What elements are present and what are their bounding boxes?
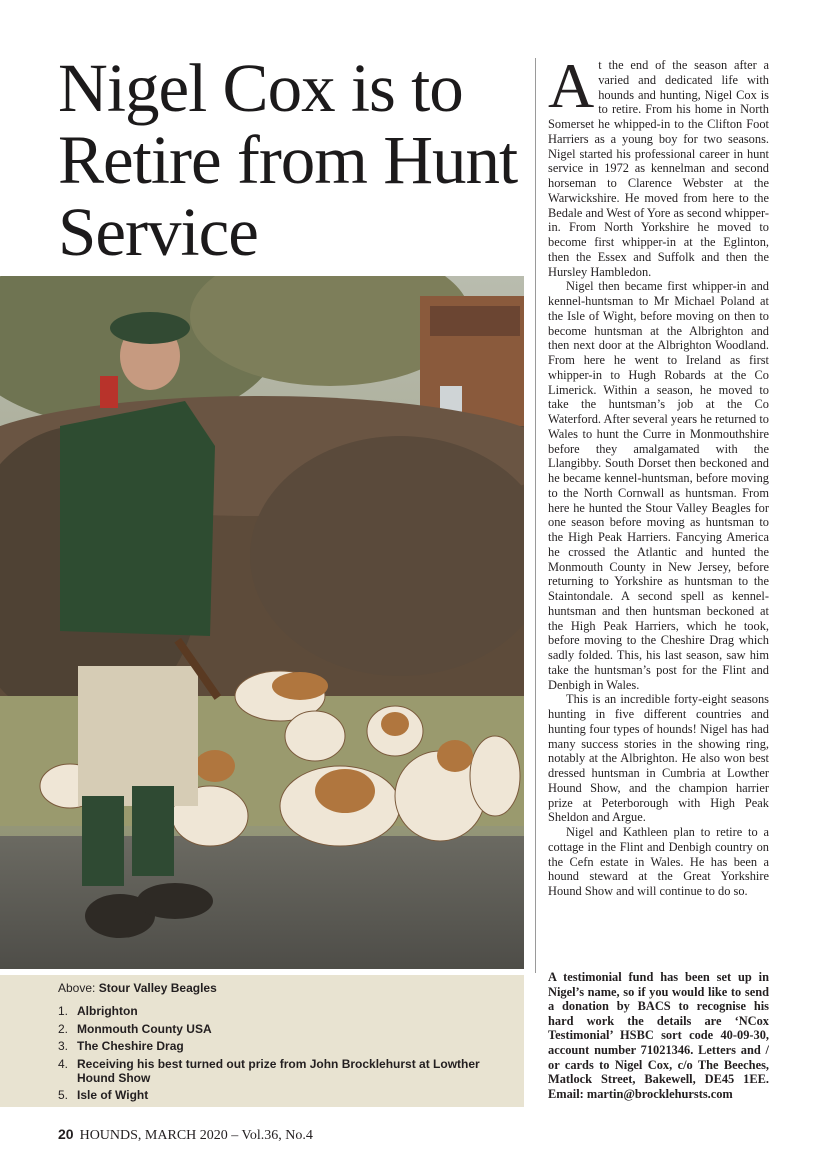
caption-item-text: Isle of Wight xyxy=(77,1088,149,1102)
caption-item-number: 4. xyxy=(58,1056,69,1071)
article-paragraph-3: This is an incredible forty-eight seasons hunting in five different countries and hunting four types of hounds! Nigel has had many success stories in the showing ring, notably at the Albrighton. He also won best dressed huntsman in Cumbria at Lowther Hound Show, and the champion harrier prize at Peterborough with High Peak Sheldon and Argue. xyxy=(548,692,769,825)
caption-item-number: 5. xyxy=(58,1088,69,1102)
publication-line: HOUNDS, MARCH 2020 – Vol.36, No.4 xyxy=(79,1128,313,1143)
article-body xyxy=(548,50,769,899)
caption-item-text: The Cheshire Drag xyxy=(77,1039,184,1053)
huntsman-with-hounds-photo xyxy=(0,276,524,969)
article-paragraph-1 xyxy=(548,50,769,279)
caption-item xyxy=(58,1004,516,1018)
caption-item-number: 2. xyxy=(58,1021,69,1036)
column-divider xyxy=(535,58,536,973)
caption-item-number: 1. xyxy=(58,1004,69,1018)
caption-item-number: 3. xyxy=(58,1039,69,1053)
caption-above-label: Above: xyxy=(58,981,96,995)
caption-above xyxy=(58,981,217,995)
headline: Nigel Cox is to Retire from Hunt Service xyxy=(58,50,518,270)
caption-item xyxy=(58,1057,516,1085)
page-footer xyxy=(58,1126,313,1144)
paragraph-1-text: t the end of the season after a varied and dedicated life with hounds and hunting, Nigel Cox is to retire. From his home in North Somerset he whipped-in to the Clifton Foot Harriers as a young boy for two seasons. Nigel started his professional career in hunt service in 1972 as kennelman and second horseman to Clarence Webster at the Warwickshire. He moved from here to the Bedale and West of Yore as second whipper-in. From North Yorkshire he moved to become first whipper-in at the Eglinton, then the Essex and Suffolk and then the Hursley Hambledon. xyxy=(548,58,769,279)
caption-item-text: Monmouth County USA xyxy=(77,1021,212,1036)
page-number: 20 xyxy=(58,1126,74,1142)
article-paragraph-4: Nigel and Kathleen plan to retire to a cottage in the Flint and Denbigh country on the Cefn estate in Wales. He has been a hound steward at the Great Yorkshire Hound Show and will continue to do so. xyxy=(548,825,769,898)
caption-item-text: Receiving his best turned out prize from John Brocklehurst at Lowther Hound Show xyxy=(77,1056,480,1085)
caption-list xyxy=(58,1004,516,1106)
caption-item xyxy=(58,1088,516,1102)
testimonial-notice: A testimonial fund has been set up in Nigel’s name, so if you would like to send a donation by BACS to recognise his hard work the details are ‘NCox Testimonial’ HSBC sort code 40-09-30, account number 71021346. Letters and / or cards to Nigel Cox, c/o The Beeches, Matlock Street, Bakewell, DE45 1EE. Email: martin@brocklehursts.com xyxy=(548,970,769,1101)
drop-cap: A xyxy=(548,50,595,121)
article-paragraph-2: Nigel then became first whipper-in and kennel-huntsman to Mr Michael Poland at the Isle of Wight, before moving on then to become huntsman at the Albrighton and then next door at the Albrighton Woodland. From here he went to Ireland as first whipper-in to Hugh Robards at the Co Limerick. Within a season, he moved to take the huntsman’s job at the Co Waterford. After several years he returned to Wales to hunt the Curre in Monmouthshire before they amalgamated with the Llangibby. South Dorset then beckoned and he became kennel-huntsman, before moving to the North Cornwall as huntsman. From here he hunted the Stour Valley Beagles for one season before moving as huntsman to the High Peak Harriers. Fancying America he crossed the Atlantic and hunted the Monmouth County in New Jersey, before returning to Yorkshire as huntsman to the Staintondale. A second spell as kennel-huntsman and then huntsman beckoned at the High Peak Harriers, which he took, before moving to the Cheshire Drag which sadly folded. This, his last season, saw him take the huntsman’s post for the Flint and Denbigh in Wales. xyxy=(548,279,769,692)
caption-item xyxy=(58,1039,516,1053)
caption-item xyxy=(58,1022,516,1036)
caption-item-text: Albrighton xyxy=(77,1004,138,1018)
caption-above-text: Stour Valley Beagles xyxy=(98,981,217,995)
